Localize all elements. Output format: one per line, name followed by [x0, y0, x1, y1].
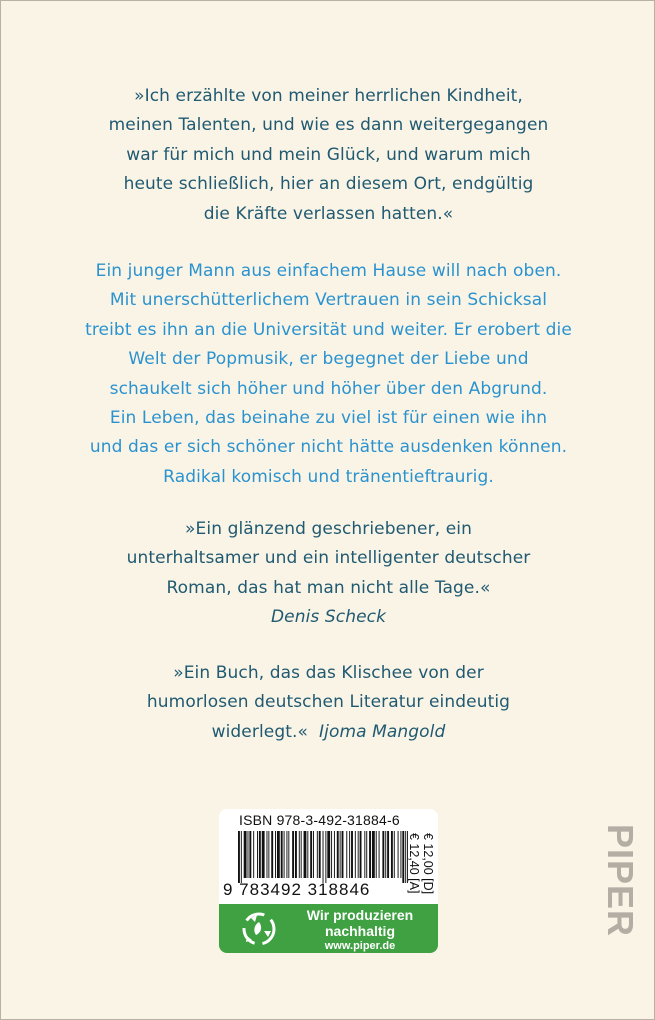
- ean-digits: 9 783492 318846: [223, 880, 371, 899]
- blurb-line: Ein junger Mann aus einfachem Hause will nach oben.: [95, 261, 562, 281]
- barcode-bar: [253, 831, 254, 878]
- review-author: Denis Scheck: [270, 607, 387, 628]
- blurb-line: Radikal komisch und tränentieftraurig.: [163, 466, 494, 487]
- barcode-bar: [257, 831, 258, 878]
- barcode-bar: [313, 831, 314, 878]
- recycle-leaves-icon: [237, 909, 281, 949]
- price-germany: € 12,00 [D]: [421, 833, 435, 895]
- barcode-bars: [238, 831, 408, 883]
- barcode-bar: [281, 831, 283, 878]
- eco-line-1: Wir produzieren: [306, 907, 414, 923]
- barcode-bar: [327, 831, 330, 878]
- review-line: unterhaltsamer und ein intelligenter deutscher: [126, 548, 531, 569]
- quote-line: meinen Talenten, und wie es dann weitergegangen: [108, 115, 549, 136]
- quote-line: die Kräfte verlassen hatten.«: [203, 203, 454, 224]
- barcode-bar: [310, 831, 312, 878]
- barcode-bar: [394, 831, 395, 878]
- barcode-bar: [292, 831, 294, 878]
- barcode-bar: [307, 831, 308, 878]
- barcode-bar: [286, 831, 287, 878]
- barcode-bar: [351, 831, 353, 878]
- review-line: »Ein glänzend geschriebener, ein: [185, 519, 472, 539]
- barcode-bar: [340, 831, 341, 878]
- barcode-bar: [249, 831, 251, 878]
- barcode-bar: [331, 831, 332, 878]
- quote-line: war für mich und mein Glück, und warum mich: [126, 144, 531, 165]
- barcode-bar: [400, 831, 401, 878]
- barcode-bar: [385, 831, 386, 878]
- barcode-bar: [391, 831, 393, 878]
- barcode-bar: [277, 831, 280, 878]
- barcode-bar: [267, 831, 268, 878]
- blurb-line: treibt es ihn an die Universität und weiter. Er erobert die: [85, 319, 572, 340]
- review-author: Ijoma Mangold: [319, 721, 446, 742]
- barcode-bar: [248, 831, 249, 878]
- isbn-number: ISBN 978-3-492-31884-6: [239, 812, 400, 828]
- barcode-bar: [405, 831, 406, 883]
- barcode-label: [219, 809, 438, 953]
- barcode-bar: [275, 831, 276, 878]
- barcode-bar: [337, 831, 339, 878]
- barcode-bar: [369, 831, 371, 878]
- review-line: »Ein Buch, das das Klischee von der: [173, 663, 484, 683]
- review-quote-scheck: [1, 515, 655, 633]
- barcode-bar: [268, 831, 269, 878]
- eco-line-2: nachhaltig: [324, 923, 395, 939]
- price-block: [409, 833, 438, 895]
- review-line-end: widerlegt.«: [211, 721, 308, 742]
- barcode-bar: [366, 831, 367, 878]
- blurb-line: Welt der Popmusik, er begegnet der Liebe und: [128, 349, 529, 370]
- publisher-url: www.piper.de: [324, 940, 396, 952]
- barcode-bar: [262, 831, 265, 878]
- blurb-line: Ein Leben, das beinahe zu viel ist für einen wie ihn: [109, 408, 548, 429]
- barcode-bar: [301, 831, 302, 878]
- barcode-bar: [358, 831, 359, 878]
- blurb-line: Mit unerschütterlichem Vertrauen in sein Schicksal: [109, 290, 548, 311]
- barcode-bar: [238, 831, 240, 883]
- price-austria: € 12,40 [A]: [407, 833, 421, 894]
- barcode-bar: [299, 831, 300, 878]
- barcode-bar: [271, 831, 273, 878]
- review-quote-mangold: [1, 659, 655, 747]
- publisher-logo: [601, 824, 641, 954]
- barcode-bar: [319, 831, 321, 878]
- barcode-bar: [349, 831, 350, 878]
- book-blurb: [1, 257, 655, 492]
- barcode-bar: [382, 831, 384, 878]
- review-line: Roman, das hat man nicht alle Tage.«: [166, 577, 491, 598]
- barcode-bar: [402, 831, 404, 883]
- quote-line: heute schließlich, hier an diesem Ort, endgültig: [123, 174, 534, 195]
- barcode-bar: [334, 831, 335, 878]
- barcode-bar: [295, 831, 297, 878]
- barcode-bar: [241, 831, 242, 883]
- barcode-bar: [376, 831, 377, 878]
- barcode-bar: [346, 831, 347, 878]
- sustainability-badge: [219, 904, 438, 953]
- barcode-bar: [323, 831, 324, 883]
- quote-line: »Ich erzählte von meiner herrlichen Kindheit,: [134, 86, 523, 106]
- barcode-bar: [360, 831, 362, 878]
- blurb-line: und das er sich schöner nicht hätte ausdenken können.: [89, 437, 568, 458]
- barcode-bar: [342, 831, 344, 878]
- barcode-bar: [355, 831, 356, 878]
- barcode-bar: [259, 831, 261, 878]
- review-line: humorlosen deutschen Literatur eindeutig: [146, 692, 511, 713]
- opening-quote: [1, 82, 655, 229]
- blurb-line: schaukelt sich höher und höher über den Abgrund.: [109, 378, 548, 399]
- barcode-bar: [317, 831, 318, 878]
- review-last-line: [1, 718, 655, 747]
- barcode-bar: [284, 831, 285, 878]
- sustainability-text: [289, 907, 431, 953]
- publisher-logo-text: PIPER: [600, 824, 641, 938]
- barcode-bar: [387, 831, 389, 878]
- barcode-bar: [398, 831, 399, 878]
- barcode-bar: [288, 831, 289, 878]
- barcode-bar: [372, 831, 375, 878]
- barcode-bar: [364, 831, 365, 878]
- barcode-bar: [325, 831, 326, 883]
- barcode-bar: [379, 831, 380, 878]
- barcode-bar: [244, 831, 247, 878]
- barcode-bar: [304, 831, 307, 878]
